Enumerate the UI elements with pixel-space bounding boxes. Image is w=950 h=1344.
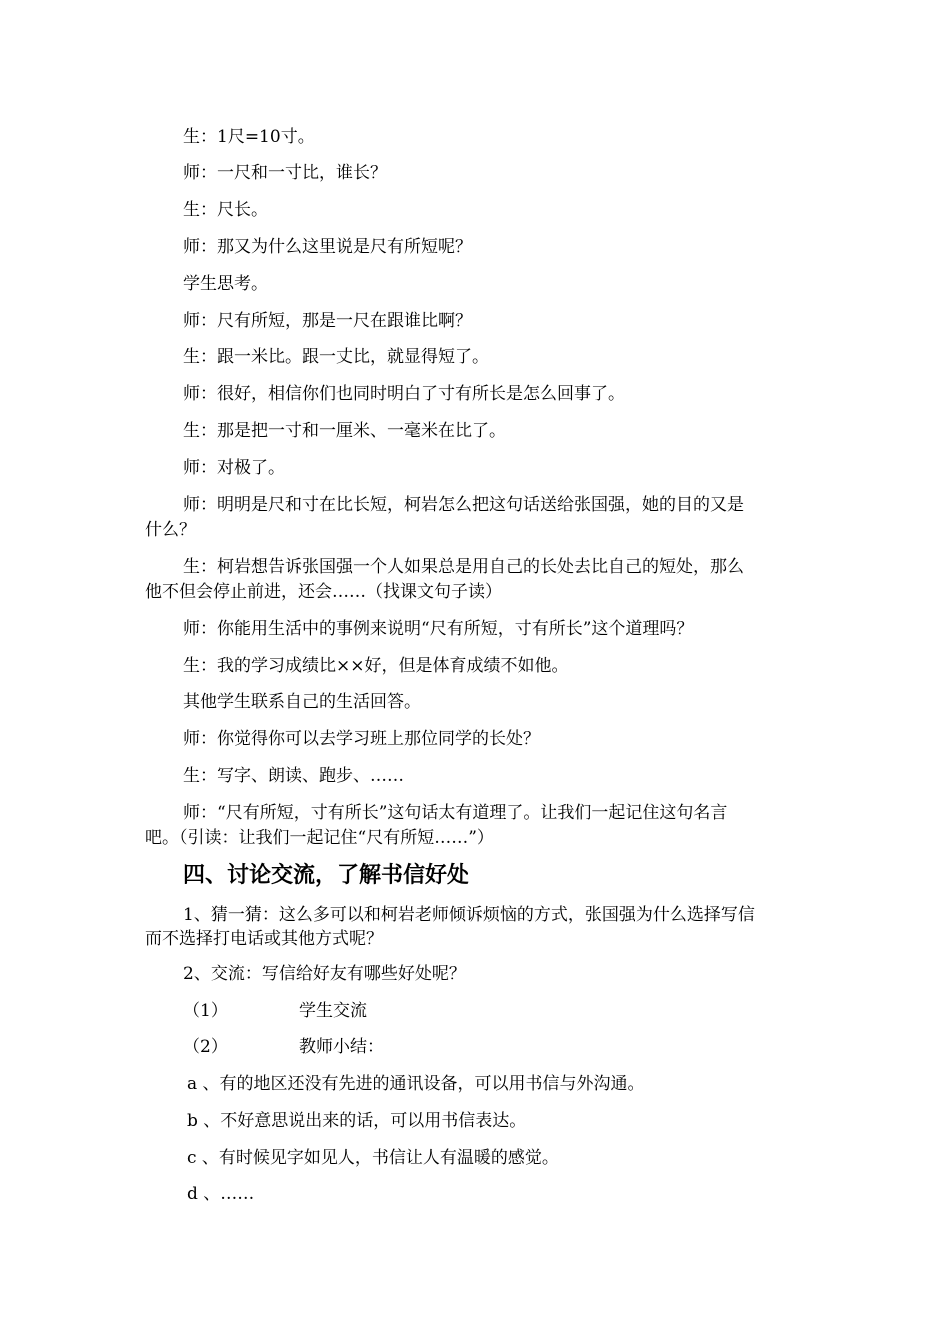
dialogue-line: 生：1尺=10寸。 <box>183 127 315 147</box>
dialogue-line: 生：写字、朗读、跑步、…… <box>183 766 404 786</box>
list-item-text: 教师小结： <box>299 1037 384 1057</box>
list-item-number: （1） <box>183 1001 228 1021</box>
dialogue-line: 其他学生联系自己的生活回答。 <box>183 692 421 712</box>
paragraph-line: 1、猜一猜：这么多可以和柯岩老师倾诉烦恼的方式，张国强为什么选择写信 <box>183 905 755 925</box>
list-item-number: （2） <box>183 1037 228 1057</box>
summary-item: b 、不好意思说出来的话，可以用书信表达。 <box>187 1111 527 1131</box>
dialogue-line: 吧。（引读：让我们一起记住“尺有所短……”） <box>145 828 494 848</box>
dialogue-line: 师：你能用生活中的事例来说明“尺有所短，寸有所长”这个道理吗？ <box>183 619 694 639</box>
dialogue-line: 师：你觉得你可以去学习班上那位同学的长处？ <box>183 729 540 749</box>
list-item-text: 学生交流 <box>299 1001 367 1021</box>
dialogue-line: 师：很好，相信你们也同时明白了寸有所长是怎么回事了。 <box>183 384 625 404</box>
dialogue-line: 生：那是把一寸和一厘米、一毫米在比了。 <box>183 421 506 441</box>
dialogue-line: 他不但会停止前进，还会……（找课文句子读） <box>145 582 502 602</box>
paragraph-line: 而不选择打电话或其他方式呢？ <box>145 929 383 949</box>
summary-item: c 、有时候见字如见人，书信让人有温暖的感觉。 <box>187 1148 559 1168</box>
dialogue-line: 生：柯岩想告诉张国强一个人如果总是用自己的长处去比自己的短处，那么 <box>183 557 744 577</box>
dialogue-line: 师：那又为什么这里说是尺有所短呢？ <box>183 237 472 257</box>
paragraph-line: 2、交流：写信给好友有哪些好处呢？ <box>183 964 466 984</box>
dialogue-line: 师：尺有所短，那是一尺在跟谁比啊？ <box>183 311 472 331</box>
dialogue-line: 师：明明是尺和寸在比长短，柯岩怎么把这句话送给张国强，她的目的又是 <box>183 495 744 515</box>
dialogue-line: 生：跟一米比。跟一丈比，就显得短了。 <box>183 347 489 367</box>
section-heading: 四、讨论交流，了解书信好处 <box>183 862 470 888</box>
dialogue-line: 师：对极了。 <box>183 458 285 478</box>
dialogue-line: 生：尺长。 <box>183 200 268 220</box>
summary-item: a 、有的地区还没有先进的通讯设备，可以用书信与外沟通。 <box>187 1074 645 1094</box>
dialogue-line: 什么？ <box>145 520 196 540</box>
dialogue-line: 师：“尺有所短，寸有所长”这句话太有道理了。让我们一起记住这句名言 <box>183 803 728 823</box>
dialogue-line: 学生思考。 <box>183 274 268 294</box>
summary-item: d 、…… <box>187 1184 255 1204</box>
dialogue-line: 师：一尺和一寸比，谁长？ <box>183 163 387 183</box>
dialogue-line: 生：我的学习成绩比××好，但是体育成绩不如他。 <box>183 656 569 676</box>
